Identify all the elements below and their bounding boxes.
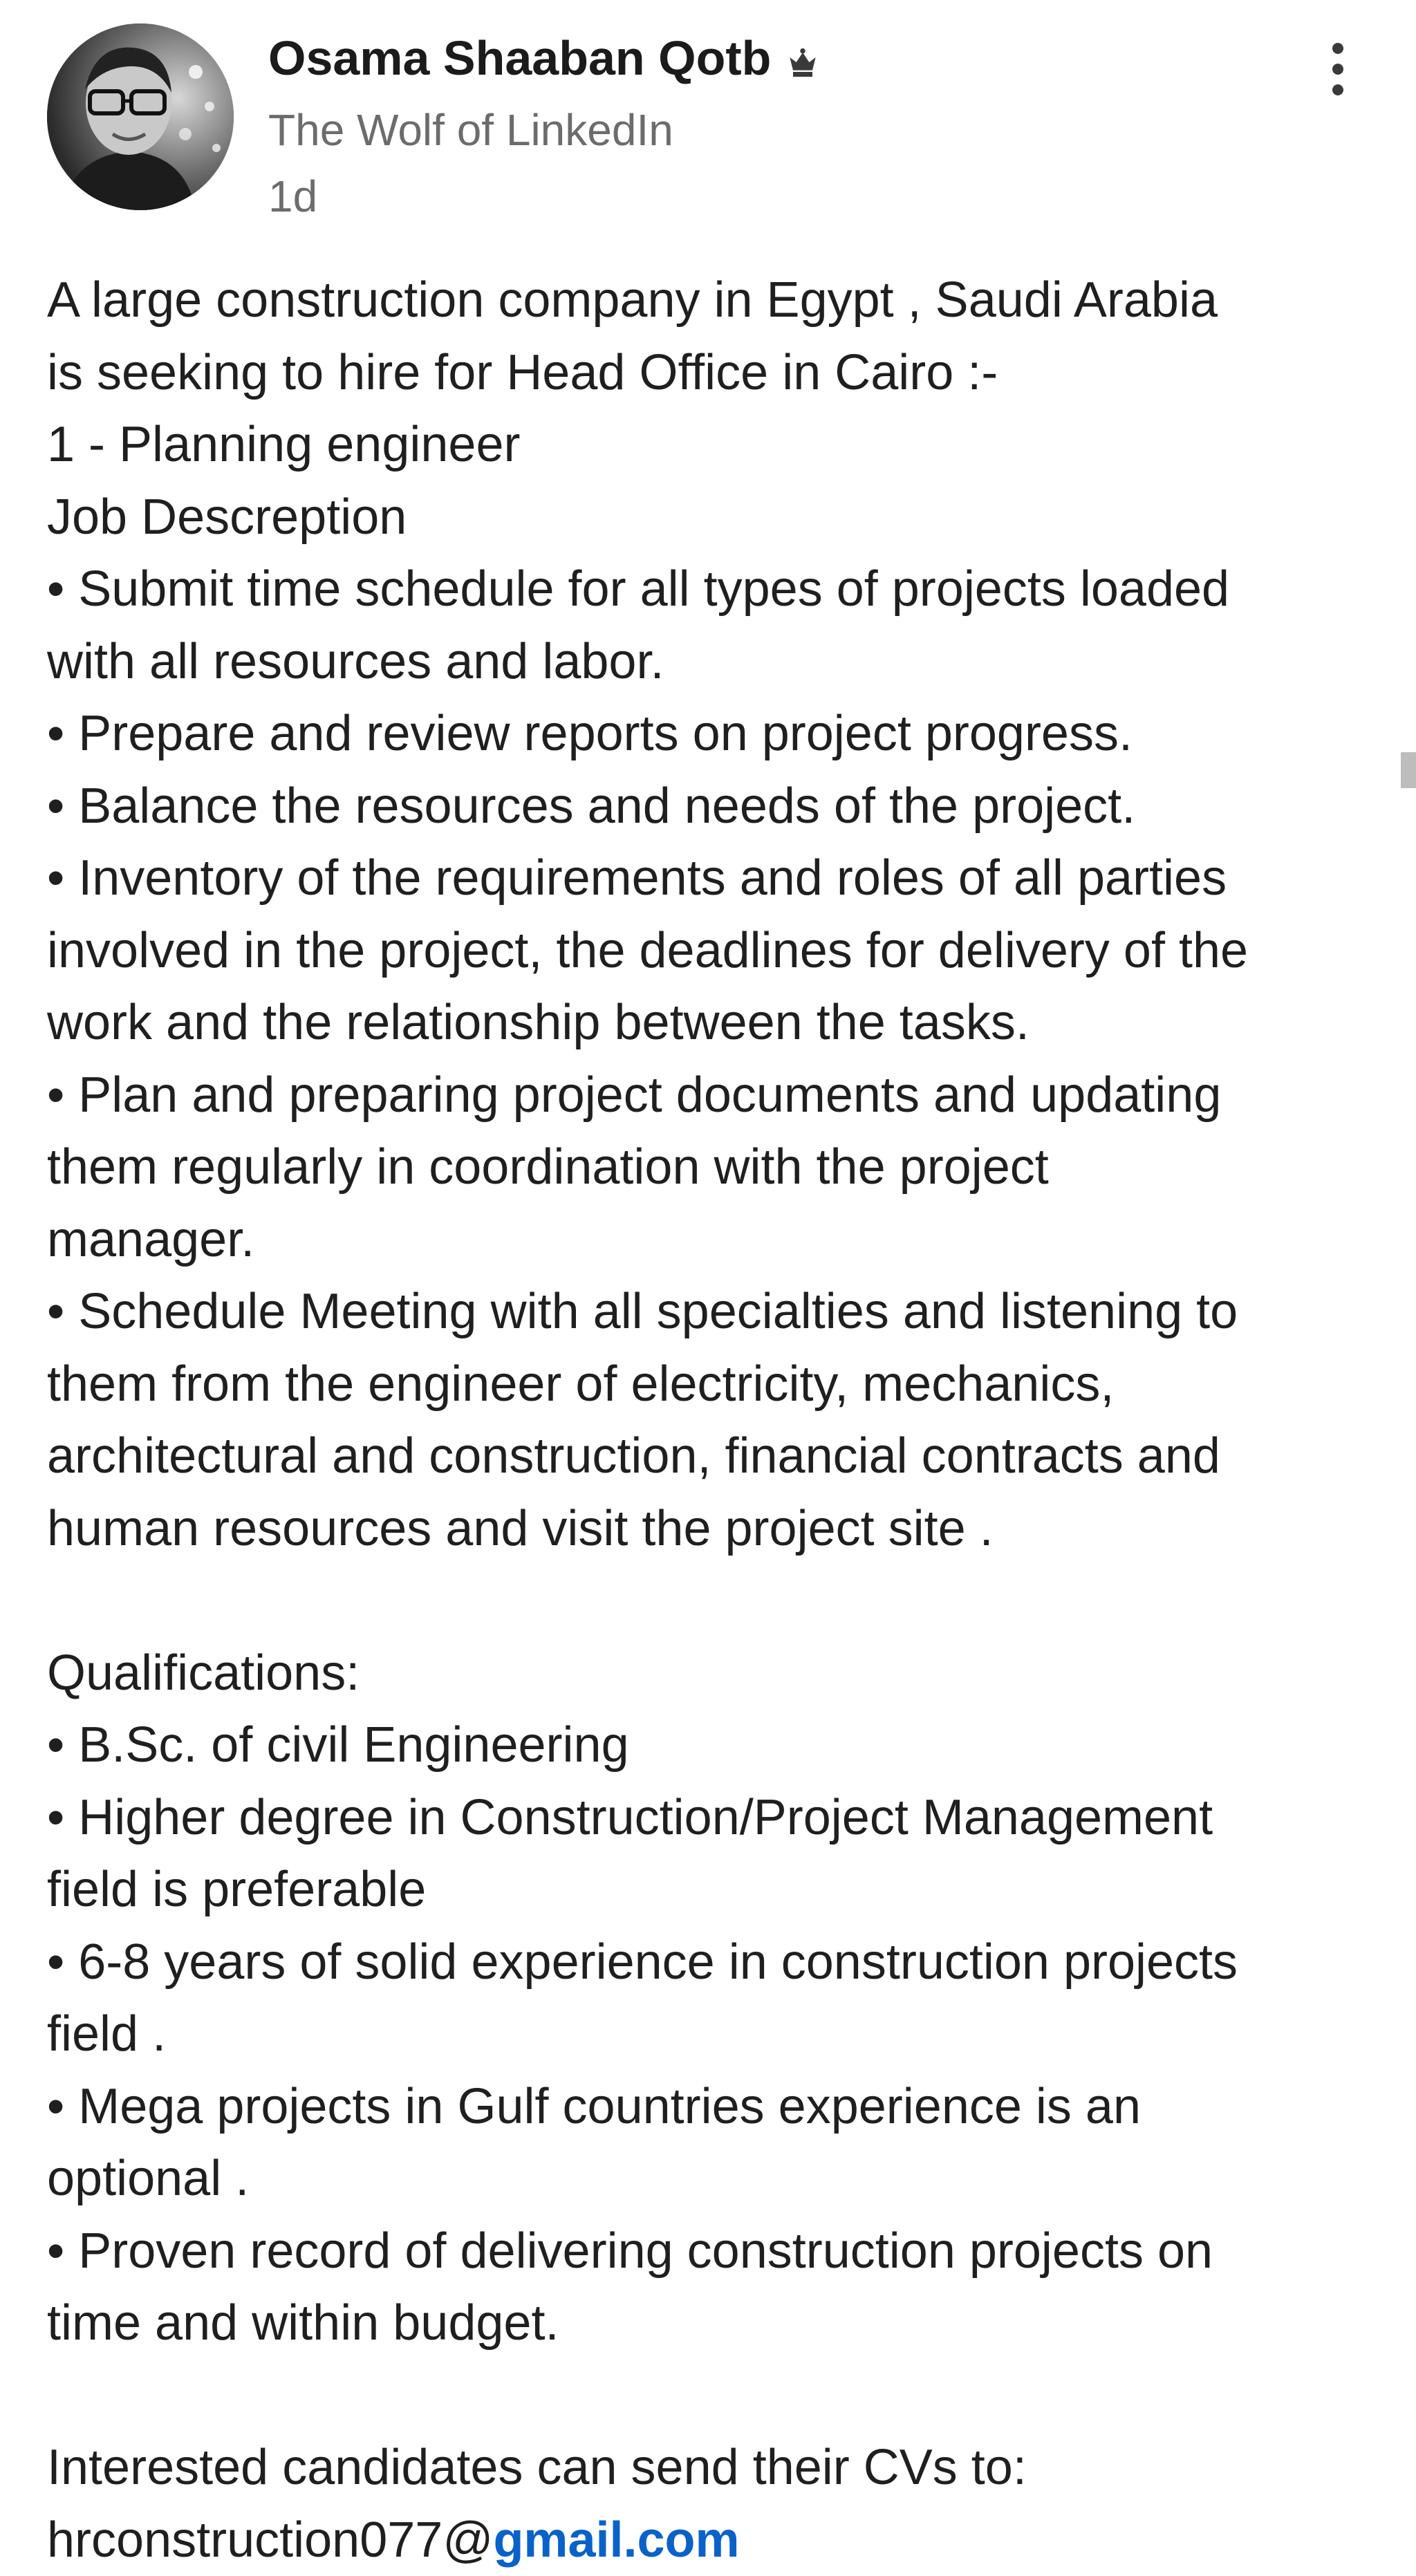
avatar-photo	[47, 24, 234, 210]
author-headline: The Wolf of LinkedIn	[268, 104, 673, 157]
post-text-line: with all resources and labor.	[47, 626, 1388, 698]
author-avatar[interactable]	[47, 24, 234, 210]
post-text-line: A large construction company in Egypt , Saudi Arabia	[47, 264, 1388, 337]
post-text-line: • Proven record of delivering construction projects on	[47, 2215, 1388, 2288]
vertical-ellipsis-icon-dot	[1332, 64, 1343, 75]
post-text-line: • B.Sc. of civil Engineering	[47, 1709, 1388, 1782]
post-text-line: • Mega projects in Gulf countries experience is an	[47, 2071, 1388, 2143]
post-text-line: human resources and visit the project site .	[47, 1493, 1388, 1565]
post-text-line: field .	[47, 1998, 1388, 2071]
post-text-line: is seeking to hire for Head Office in Cairo :-	[47, 337, 1388, 409]
post-text-line: involved in the project, the deadlines for delivery of the	[47, 915, 1388, 987]
email-user[interactable]: hrconstruction077@	[47, 2512, 493, 2568]
vertical-ellipsis-icon-dot	[1332, 84, 1343, 95]
post-text-line: • Submit time schedule for all types of projects loaded	[47, 553, 1388, 626]
post-text-line: Qualifications:	[47, 1637, 1388, 1710]
post-text-line: • Plan and preparing project documents and updating	[47, 1059, 1388, 1132]
post-text-line: • Schedule Meeting with all specialties and listening to	[47, 1276, 1388, 1348]
post-text-line: them regularly in coordination with the project	[47, 1131, 1388, 1204]
post-text-line: • 6-8 years of solid experience in construction projects	[47, 1926, 1388, 1999]
post-text-line: optional .	[47, 2143, 1388, 2215]
vertical-ellipsis-icon	[1332, 43, 1343, 54]
author-name-row[interactable]	[268, 29, 822, 87]
post-text-line: • Prepare and review reports on project progress.	[47, 698, 1388, 770]
post-text-line: • Inventory of the requirements and roles of all parties	[47, 842, 1388, 915]
post-text-line: field is preferable	[47, 1854, 1388, 1926]
post-text-line: them from the engineer of electricity, mechanics,	[47, 1348, 1388, 1421]
post-text-line: time and within budget.	[47, 2287, 1388, 2360]
post-text-line: • Balance the resources and needs of the project.	[47, 770, 1388, 843]
email-domain-link[interactable]: gmail.com	[493, 2512, 739, 2568]
blank-line	[47, 2360, 1388, 2432]
post-timestamp: 1d	[268, 170, 317, 223]
post-text-line: 1 - Planning engineer	[47, 409, 1388, 481]
post-text-line: architectural and construction, financial contracts and	[47, 1420, 1388, 1493]
post-text-line: • Higher degree in Construction/Project Management	[47, 1782, 1388, 1854]
author-name[interactable]: Osama Shaaban Qotb	[268, 31, 771, 85]
post-text	[47, 264, 1388, 2576]
post-text-line: Interested candidates can send their CVs to:	[47, 2432, 1388, 2504]
scrollbar-thumb[interactable]	[1401, 752, 1416, 788]
post-text-line: Job Descreption	[47, 481, 1388, 554]
more-options-button[interactable]	[1314, 36, 1362, 112]
email-link[interactable]	[47, 2504, 1388, 2576]
post-text-line: work and the relationship between the tasks.	[47, 987, 1388, 1059]
premium-crown-icon	[783, 43, 822, 82]
blank-line	[47, 1565, 1388, 1637]
post-text-line: manager.	[47, 1204, 1388, 1276]
